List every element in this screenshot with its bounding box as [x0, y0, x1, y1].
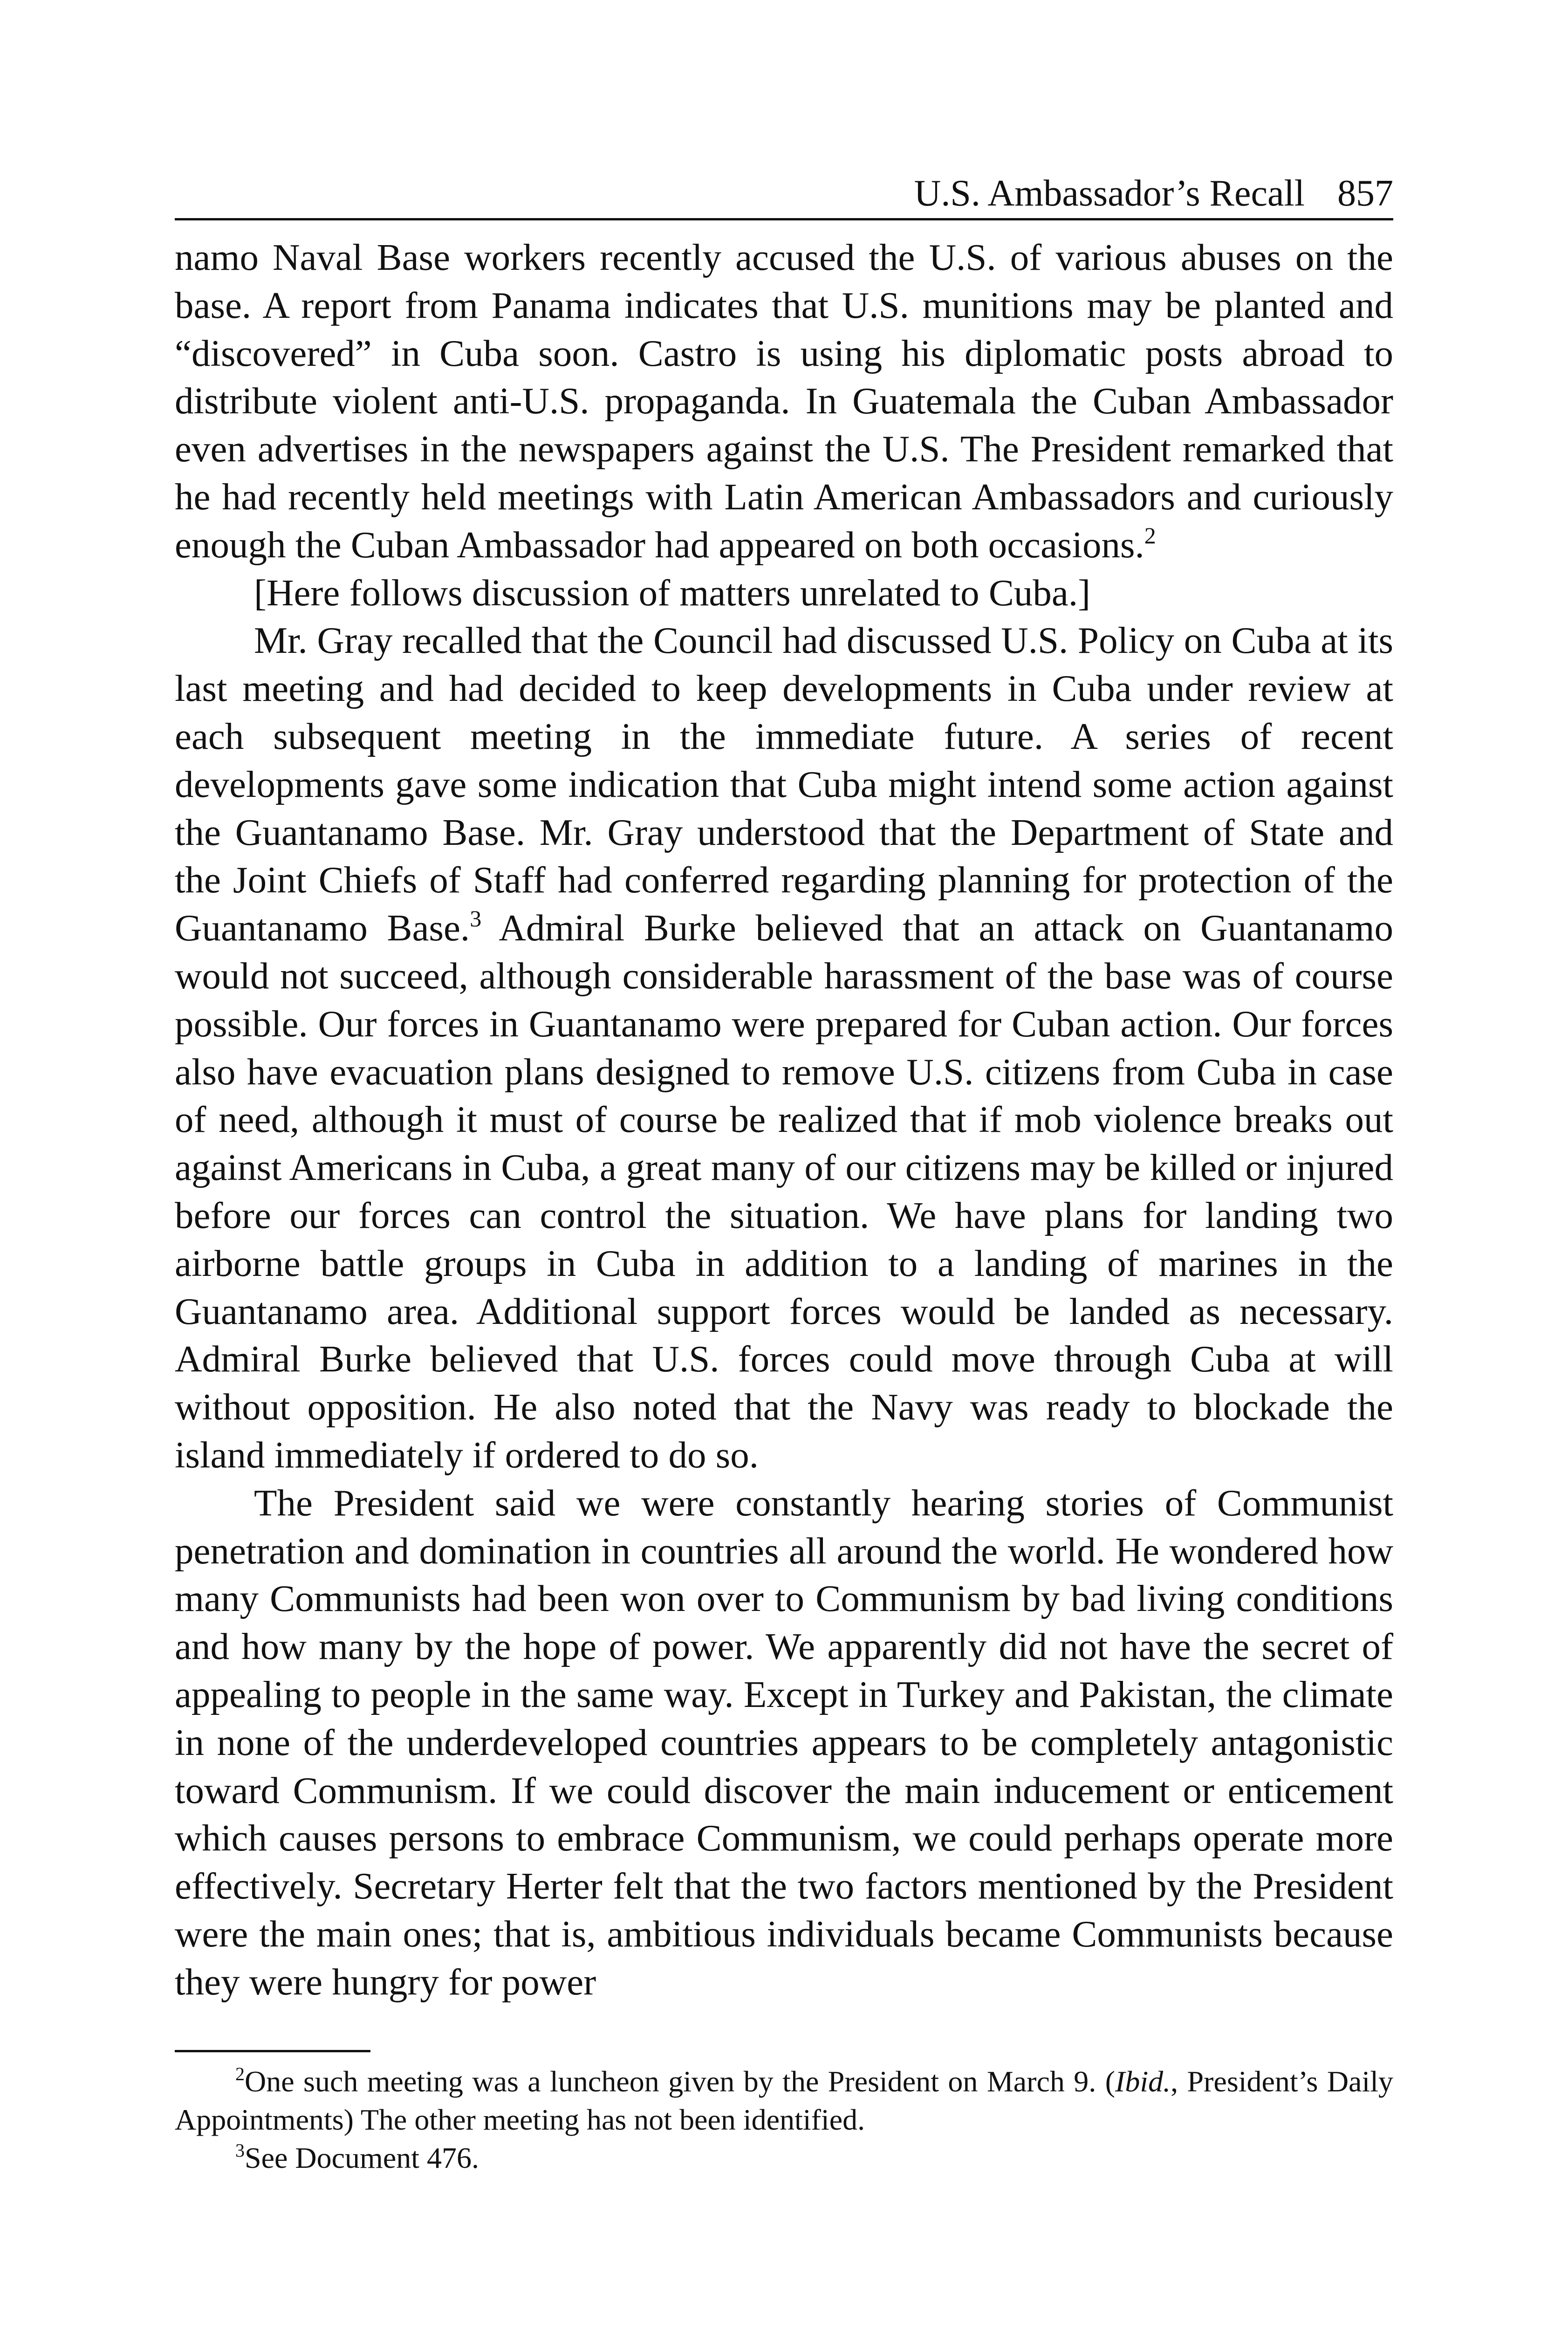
footnote-ref-3: 3 [470, 905, 482, 932]
footnote-3 [175, 2139, 1393, 2177]
paragraph-3 [175, 617, 1393, 1479]
footnote-2 [175, 2063, 1393, 2139]
page-number: 857 [1337, 173, 1393, 214]
footnotes [175, 2063, 1393, 2177]
paragraph-1-text: namo Naval Base workers recently accused the U.S. of various abuses on the base. A report from Panama indicates that U.S. munitions may be planted and “discovered” in Cuba soon. Castro is using his diplomatic posts abroad to distribute violent anti-U.S. propaganda. In Guatemala the Cuban Ambassador even advertises in the newspapers against the U.S. The President remarked that he had recently held meetings with Latin American Ambassadors and curiously enough the Cuban Ambassador had appeared on both occasions. [175, 236, 1393, 566]
body-text [175, 233, 1393, 2006]
footnote-2-marker: 2 [235, 2063, 245, 2085]
running-head [175, 172, 1393, 220]
running-title: U.S. Ambassador’s Recall [914, 173, 1305, 214]
paragraph-3-text-b: Admiral Burke believed that an attack on Guantanamo would not succeed, although considerable harassment of the base was of course possible. Our forces in Guantanamo were prepared for Cuban action. Our forces also have evacuation plans designed to remove U.S. citizens from Cuba in case of need, although it must of course be realized that if mob violence breaks out against Americans in Cuba, a great many of our citizens may be killed or injured before our forces can control the situation. We have plans for landing two airborne battle groups in Cuba in addition to a landing of marines in the Guantanamo area. Additional support forces would be landed as necessary. Admiral Burke believed that U.S. forces could move through Cuba at will without opposition. He also noted that the Navy was ready to blockade the island immediately if ordered to do so. [175, 907, 1394, 1476]
paragraph-4: The President said we were constantly hearing stories of Communist penetration and domination in countries all around the world. He wondered how many Communists had been won over to Communism by bad living conditions and how many by the hope of power. We apparently did not have the secret of appealing to people in the same way. Except in Turkey and Pakistan, the climate in none of the underdeveloped countries appears to be completely antagonistic toward Communism. If we could discover the main inducement or enticement which causes persons to embrace Communism, we could perhaps operate more effectively. Secretary Herter felt that the two factors mentioned by the President were the main ones; that is, ambitious individuals became Communists because they were hungry for power [175, 1481, 1393, 2003]
footnote-2-text-a: One such meeting was a luncheon given by the President on March 9. ( [245, 2065, 1116, 2098]
footnote-divider [175, 2050, 370, 2052]
paragraph-1 [175, 233, 1393, 569]
footnote-3-marker: 3 [235, 2140, 245, 2161]
footnote-ref-2: 2 [1144, 522, 1156, 548]
footnote-2-text-b: , President’s Daily Appointments) The other meeting has not been identified. [175, 2065, 1394, 2137]
document-page [175, 172, 1393, 2177]
footnote-3-text: See Document 476. [245, 2141, 479, 2175]
paragraph-3-text-a: Mr. Gray recalled that the Council had discussed U.S. Policy on Cuba at its last meeting and had decided to keep developments in Cuba under review at each subsequent meeting in the immediate future. A series of recent developments gave some indication that Cuba might intend some action against the Guantanamo Base. Mr. Gray understood that the Department of State and the Joint Chiefs of Staff had conferred regarding planning for protection of the Guantanamo Base. [175, 619, 1393, 949]
footnote-2-ibid: Ibid. [1115, 2065, 1171, 2098]
paragraph-2: [Here follows discussion of matters unrelated to Cuba.] [254, 571, 1091, 614]
